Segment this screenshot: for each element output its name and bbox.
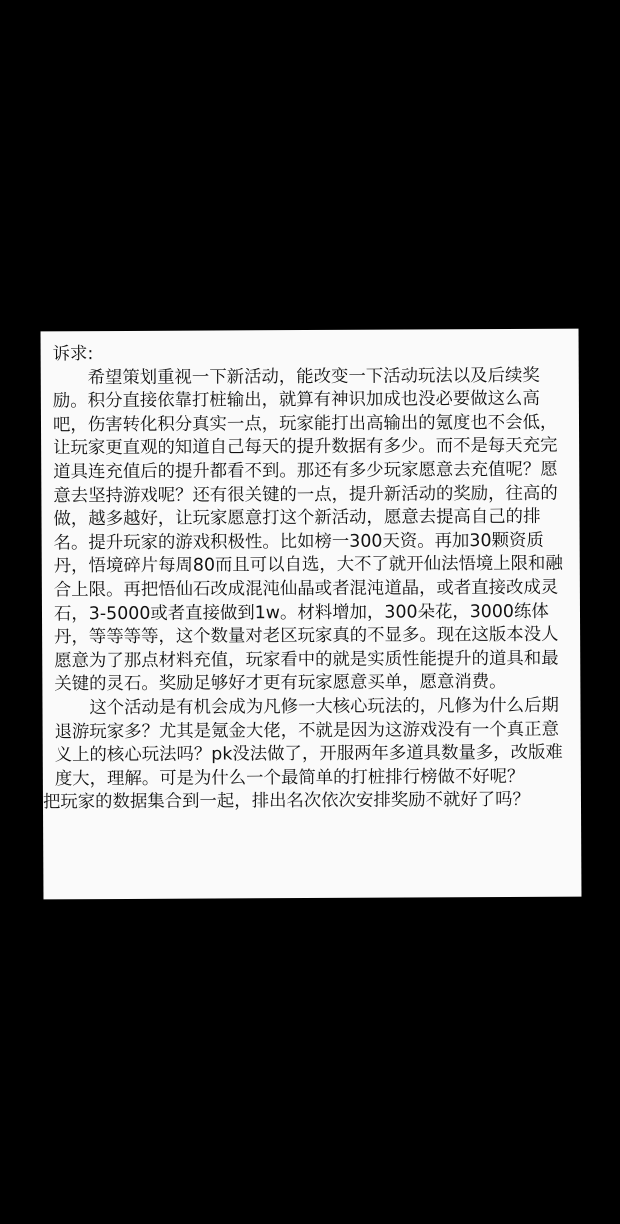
document-body [42,341,573,816]
paragraph-rewards-request: 希望策划重视一下新活动，能改变一下活动玩法以及后续奖励。积分直接依靠打桩输出，就算有神识加成也没必要做这么高吧，伤害转化积分真实一点，玩家能打出高输出的氪度也不会低，让玩家更直观的知道自己每天的提升数据有多少。而不是每天充完道具连充值后的提升都看不到。那还有多少玩家愿意去充值呢？愿意去坚持游戏呢？还有很关键的一点，提升新活动的奖励，往高的做，越多越好，让玩家愿意打这个新活动，愿意去提高自己的排名。提升玩家的游戏积极性。比如榜一300天资。再加30颗资质丹，悟境碎片每周80而且可以自选，大不了就开仙法悟境上限和融合上限。再把悟仙石改成混沌仙晶或者混沌道晶，或者直接改成灵石，3-5000或者直接做到1w。材料增加，300朵花，3000练体丹，等等等等，这个数量对老区玩家真的不显多。现在这版本没人愿意为了那点材料充值，玩家看中的就是实质性能提升的道具和最关键的灵石。奖励足够好才更有玩家愿意买单，愿意消费。 [52,365,563,695]
document-card [41,329,582,900]
paragraph-core-gameplay: 这个活动是有机会成为凡修一大核心玩法的，凡修为什么后期退游玩家多？尤其是氪金大佬，不就是因为这游戏没有一个真正意义上的核心玩法吗？pk没法做了，开服两年多道具数量多，改版难度大，理解。可是为什么一个最简单的打桩排行榜做不好呢？ [54,695,563,790]
paragraph-closing: 把玩家的数据集合到一起，排出名次依次安排奖励不就好了吗？ [42,790,530,813]
document-heading: 诉求: [52,344,94,365]
